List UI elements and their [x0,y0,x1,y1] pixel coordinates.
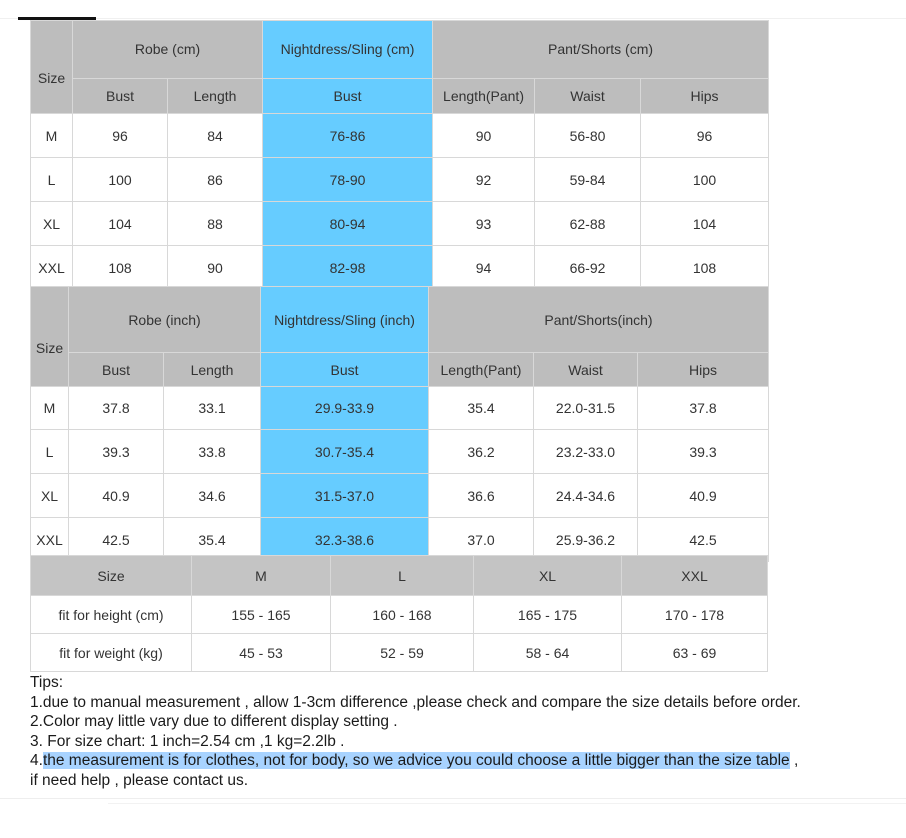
nightdress-bust-cell: 80-94 [263,202,433,246]
pant-waist-cell: 56-80 [535,114,641,158]
size-cell: XL [31,202,73,246]
size-table-inch [30,286,769,562]
subheader-pant-hips: Hips [641,78,769,113]
fit-header-m: M [192,556,331,596]
pant-length-cell: 92 [433,158,535,202]
nightdress-bust-cell: 29.9-33.9 [261,387,429,430]
pant-hips-cell: 37.8 [638,387,769,430]
nightdress-bust-cell: 78-90 [263,158,433,202]
pant-hips-cell: 39.3 [638,430,769,474]
subheader-pant-waist: Waist [535,78,641,113]
robe-bust-cell: 39.3 [69,430,164,474]
pant-waist-cell: 62-88 [535,202,641,246]
fit-row-label: fit for weight (kg) [31,634,192,672]
table-row [31,596,768,634]
subheader-pant-length: Length(Pant) [429,353,534,387]
tip-line-4-suffix: , [789,752,799,770]
size-cell: L [31,430,69,474]
pant-length-cell: 36.6 [429,474,534,518]
pant-length-cell: 35.4 [429,387,534,430]
robe-bust-cell: 100 [73,158,168,202]
nightdress-bust-cell: 32.3-38.6 [261,518,429,562]
fit-row-label: fit for height (cm) [31,596,192,634]
nightdress-bust-cell: 31.5-37.0 [261,474,429,518]
fit-table [30,555,768,672]
tip-line-1: 1.due to manual measurement , allow 1-3cm difference ,please check and compare the size details before order. [30,693,801,711]
pant-hips-cell: 104 [641,202,769,246]
nightdress-group-header: Nightdress/Sling (cm) [263,21,433,79]
fit-cell: 155 - 165 [192,596,331,634]
fit-header-l: L [331,556,474,596]
nightdress-bust-cell: 82-98 [263,246,433,290]
size-cell: XL [31,474,69,518]
size-table-cm [30,20,769,290]
size-cell: M [31,114,73,158]
pant-length-cell: 90 [433,114,535,158]
tips-title: Tips: [30,674,64,691]
robe-bust-cell: 40.9 [69,474,164,518]
robe-length-cell: 88 [168,202,263,246]
tip-line-5: if need help , please contact us. [30,771,249,789]
pant-hips-cell: 100 [641,158,769,202]
size-header: Size [31,287,69,387]
pant-waist-cell: 24.4-34.6 [534,474,638,518]
pant-waist-cell: 22.0-31.5 [534,387,638,430]
fit-cell: 58 - 64 [474,634,622,672]
subheader-robe-bust: Bust [73,78,168,113]
pant-hips-cell: 40.9 [638,474,769,518]
pant-waist-cell: 66-92 [535,246,641,290]
tip-line-4-selected-text[interactable]: the measurement is for clothes, not for body, so we advice you could choose a little bigger than the size table [42,752,790,770]
robe-bust-cell: 104 [73,202,168,246]
robe-length-cell: 33.8 [164,430,261,474]
robe-length-cell: 35.4 [164,518,261,562]
robe-length-cell: 33.1 [164,387,261,430]
table-row [31,387,769,430]
pant-hips-cell: 108 [641,246,769,290]
table-row [31,202,769,246]
robe-length-cell: 34.6 [164,474,261,518]
fit-header-xl: XL [474,556,622,596]
table-row [31,430,769,474]
pant-length-cell: 94 [433,246,535,290]
fit-header-xxl: XXL [622,556,768,596]
subheader-robe-length: Length [168,78,263,113]
tip-line-3: 3. For size chart: 1 inch=2.54 cm ,1 kg=2.2lb . [30,732,345,750]
tips-section [30,673,900,791]
robe-length-cell: 86 [168,158,263,202]
robe-bust-cell: 37.8 [69,387,164,430]
nightdress-bust-cell: 30.7-35.4 [261,430,429,474]
subheader-robe-length: Length [164,353,261,387]
size-cell: M [31,387,69,430]
size-cell: L [31,158,73,202]
table-row [31,474,769,518]
robe-length-cell: 90 [168,246,263,290]
pant-group-header: Pant/Shorts (cm) [433,21,769,79]
pant-waist-cell: 59-84 [535,158,641,202]
subheader-nightdress-bust: Bust [263,78,433,113]
fit-cell: 160 - 168 [331,596,474,634]
nightdress-group-header: Nightdress/Sling (inch) [261,287,429,353]
tip-line-2: 2.Color may little vary due to different display setting . [30,713,398,731]
table-row [31,114,769,158]
tip-line-4[interactable] [30,751,900,771]
pant-waist-cell: 23.2-33.0 [534,430,638,474]
top-divider [0,18,906,19]
fit-cell: 52 - 59 [331,634,474,672]
pant-length-cell: 36.2 [429,430,534,474]
nightdress-bust-cell: 76-86 [263,114,433,158]
size-header: Size [31,21,73,114]
subheader-pant-length: Length(Pant) [433,78,535,113]
robe-group-header: Robe (inch) [69,287,261,353]
fit-cell: 45 - 53 [192,634,331,672]
pant-hips-cell: 96 [641,114,769,158]
tip-line-4-prefix: 4. [30,752,43,770]
fit-cell: 165 - 175 [474,596,622,634]
bottom-divider-secondary [108,803,906,804]
size-cell: XXL [31,518,69,562]
subheader-pant-waist: Waist [534,353,638,387]
robe-bust-cell: 42.5 [69,518,164,562]
fit-header-size: Size [31,556,192,596]
pant-waist-cell: 25.9-36.2 [534,518,638,562]
robe-group-header: Robe (cm) [73,21,263,79]
robe-length-cell: 84 [168,114,263,158]
size-cell: XXL [31,246,73,290]
robe-bust-cell: 96 [73,114,168,158]
robe-bust-cell: 108 [73,246,168,290]
subheader-robe-bust: Bust [69,353,164,387]
table-row [31,158,769,202]
pant-length-cell: 37.0 [429,518,534,562]
pant-group-header: Pant/Shorts(inch) [429,287,769,353]
fit-cell: 170 - 178 [622,596,768,634]
subheader-nightdress-bust: Bust [261,353,429,387]
pant-length-cell: 93 [433,202,535,246]
fit-cell: 63 - 69 [622,634,768,672]
table-row [31,634,768,672]
bottom-divider [0,798,906,799]
table-row [31,246,769,290]
subheader-pant-hips: Hips [638,353,769,387]
pant-hips-cell: 42.5 [638,518,769,562]
